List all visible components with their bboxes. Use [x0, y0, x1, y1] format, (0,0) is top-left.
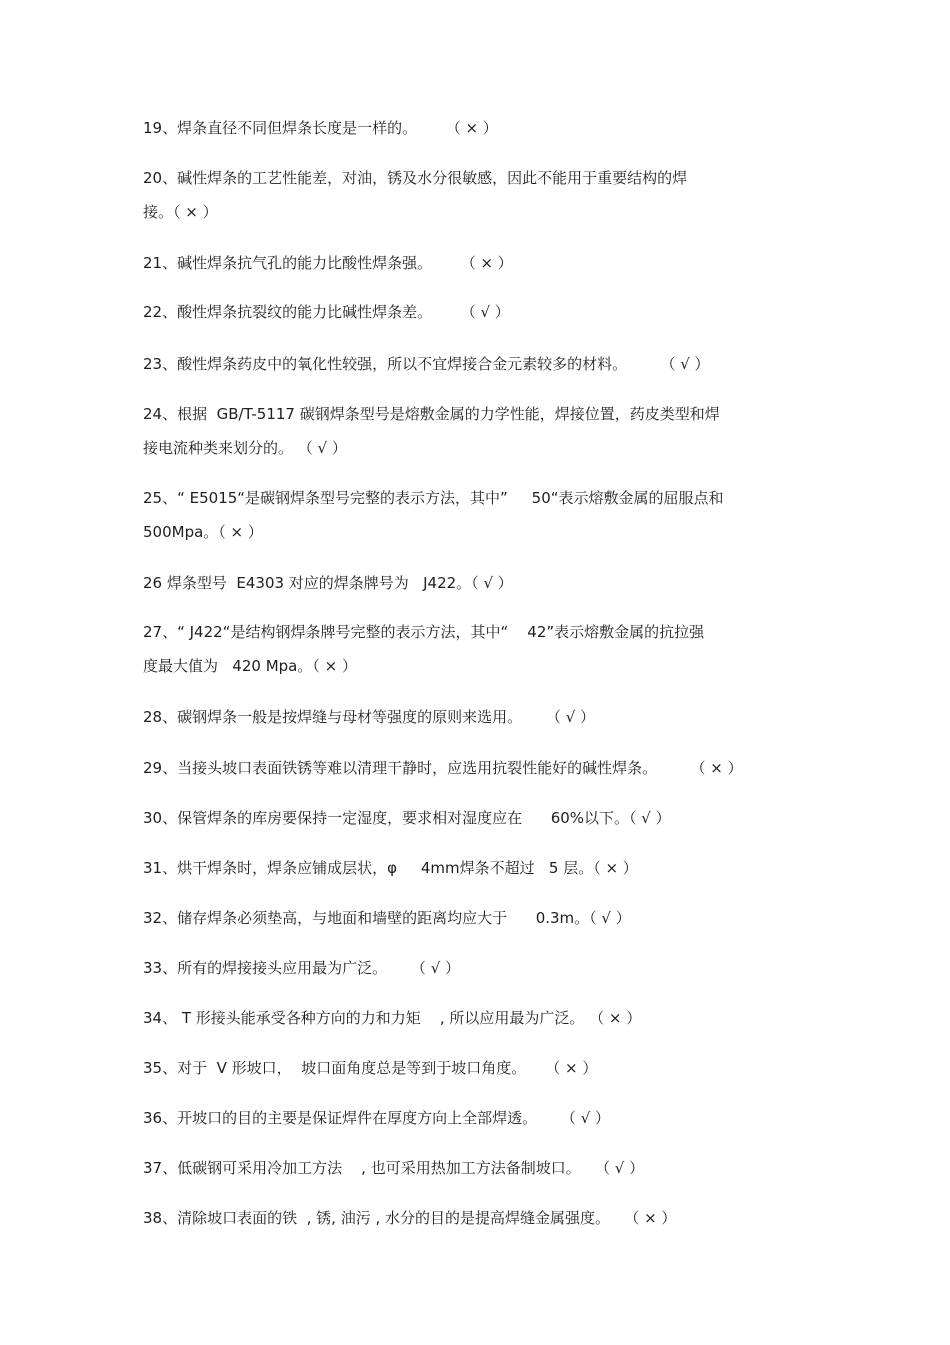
question-20-line-2: 接。（ × ） — [143, 203, 218, 221]
question-34: 34、 T 形接头能承受各种方向的力和力矩 , 所以应用最为广泛。 （ × ） — [143, 1009, 642, 1027]
question-33: 33、所有的焊接接头应用最为广泛。 （ √ ） — [143, 959, 461, 977]
question-28: 28、碳钢焊条一般是按焊缝与母材等强度的原则来选用。 （ √ ） — [143, 708, 596, 726]
question-30: 30、保管焊条的库房要保持一定湿度，要求相对湿度应在 60%以下。（ √ ） — [143, 809, 671, 827]
question-26: 26 焊条型号 E4303 对应的焊条牌号为 J422。（ √ ） — [143, 574, 513, 592]
question-24-line-2: 接电流种类来划分的。 （ √ ） — [143, 439, 347, 457]
question-37: 37、低碳钢可采用冷加工方法 , 也可采用热加工方法备制坡口。 （ √ ） — [143, 1159, 645, 1177]
question-25-line-1: 25、“ E5015“是碳钢焊条型号完整的表示方法，其中” 50“表示熔敷金属的屈服点和 — [143, 489, 724, 507]
question-25-line-2: 500Mpa。（ × ） — [143, 523, 263, 541]
question-23: 23、酸性焊条药皮中的氧化性较强，所以不宜焊接合金元素较多的材料。 （ √ ） — [143, 355, 710, 373]
question-27-line-2: 度最大值为 420 Mpa。（ × ） — [143, 657, 357, 675]
question-24-line-1: 24、根据 GB/T-5117 碳钢焊条型号是熔敷金属的力学性能，焊接位置，药皮类型和焊 — [143, 405, 720, 423]
question-21: 21、碱性焊条抗气孔的能力比酸性焊条强。 （ × ） — [143, 254, 513, 272]
question-36: 36、开坡口的目的主要是保证焊件在厚度方向上全部焊透。 （ √ ） — [143, 1109, 611, 1127]
question-22: 22、酸性焊条抗裂纹的能力比碱性焊条差。 （ √ ） — [143, 303, 510, 321]
question-20-line-1: 20、碱性焊条的工艺性能差，对油，锈及水分很敏感，因此不能用于重要结构的焊 — [143, 169, 688, 187]
question-38: 38、清除坡口表面的铁 , 锈, 油污 , 水分的目的是提高焊缝金属强度。 （ × ） — [143, 1209, 677, 1227]
question-19: 19、焊条直径不同但焊条长度是一样的。 （ × ） — [143, 119, 498, 137]
question-27-line-1: 27、“ J422“是结构钢焊条牌号完整的表示方法，其中“ 42”表示熔敷金属的抗拉强 — [143, 623, 705, 641]
question-35: 35、对于 V 形坡口， 坡口面角度总是等到于坡口角度。 （ × ） — [143, 1059, 598, 1077]
question-29: 29、当接头坡口表面铁锈等难以清理干静时，应选用抗裂性能好的碱性焊条。 （ × ） — [143, 759, 743, 777]
question-32: 32、储存焊条必须垫高，与地面和墙壁的距离均应大于 0.3m。（ √ ） — [143, 909, 631, 927]
question-31: 31、烘干焊条时，焊条应铺成层状，φ 4mm焊条不超过 5 层。（ × ） — [143, 859, 638, 877]
